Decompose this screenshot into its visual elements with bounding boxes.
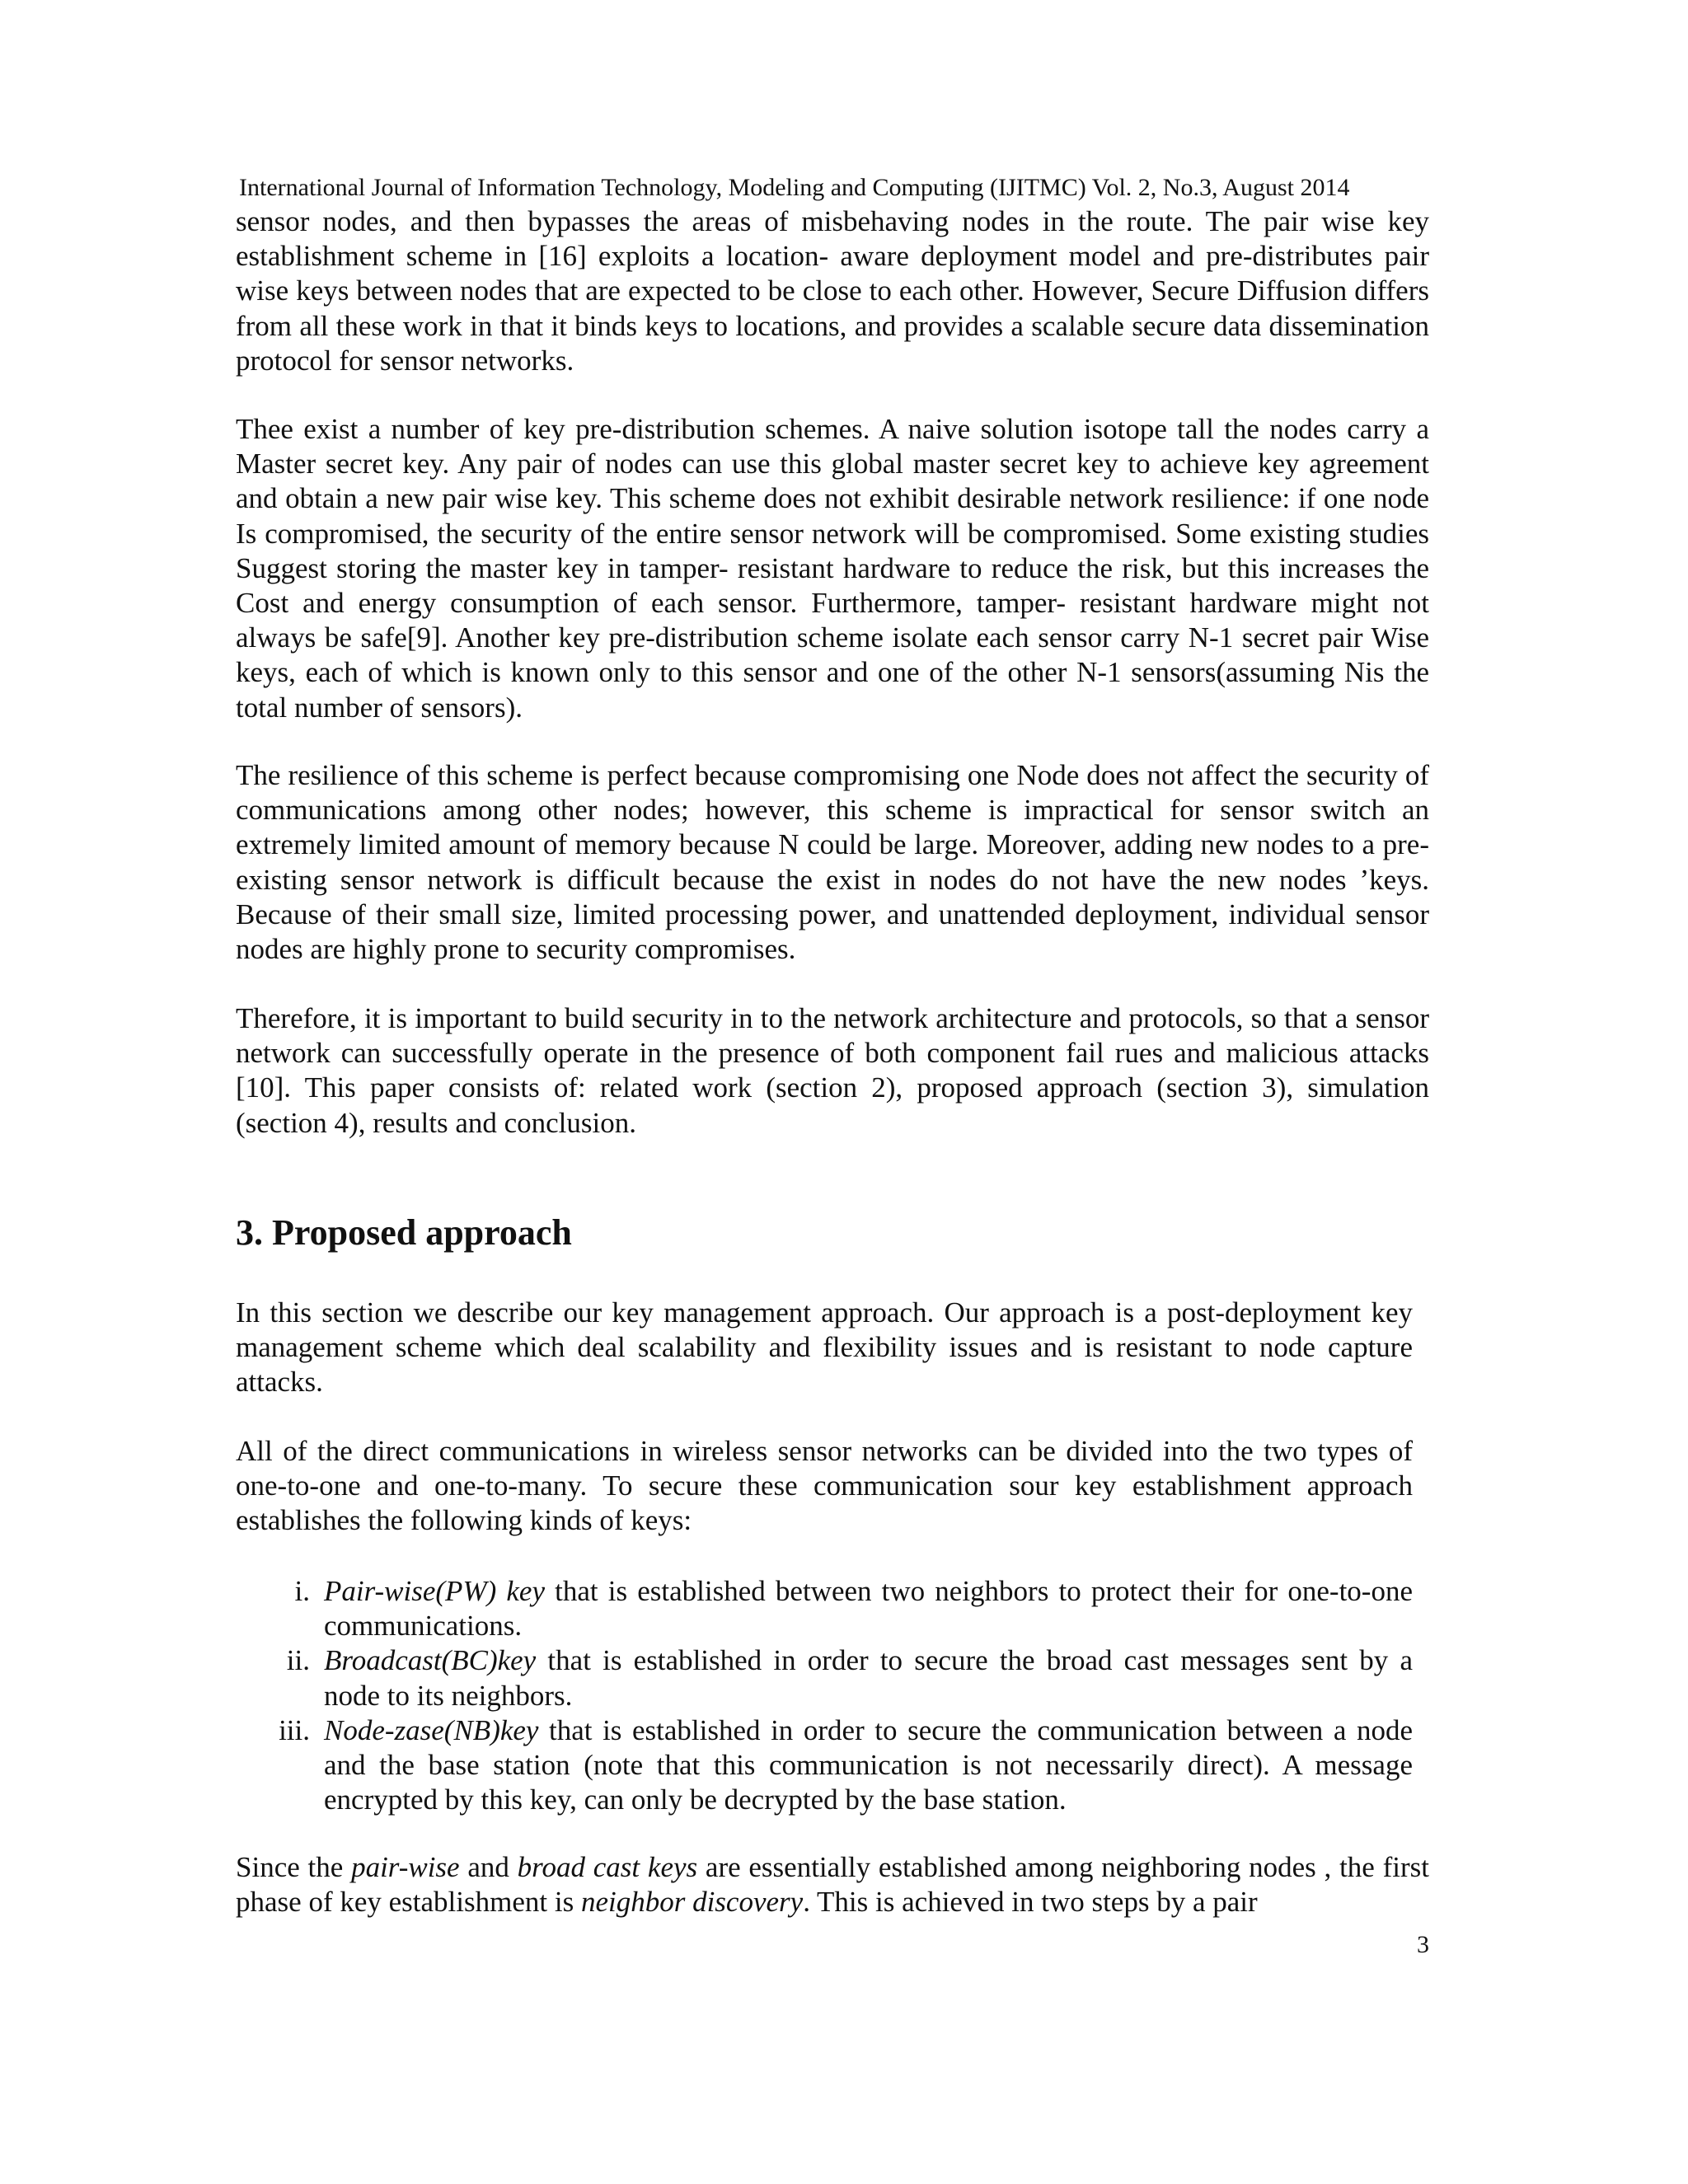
- paragraph-related-work-end: sensor nodes, and then bypasses the areas of misbehaving nodes in the route. The pair wise key establishment scheme in [16] exploits a location- aware deployment model and pre-distributes pair wise keys between nodes that are expected to be close to each other. However, Secure Diffusion differs from all these work in that it binds keys to locations, and provides a scalable secure data dissemination protocol for sensor networks.: [236, 205, 1429, 377]
- section-intro-paragraph: In this section we describe our key management approach. Our approach is a post-deployment key management scheme which deal scalability and flexibility issues and is resistant to node capture attacks.: [236, 1296, 1413, 1399]
- list-marker: iii.: [279, 1713, 310, 1746]
- closing-emphasis: pair-wise: [351, 1851, 460, 1883]
- list-marker: ii.: [286, 1644, 310, 1677]
- paragraph-resilience: The resilience of this scheme is perfect because compromising one Node does not affect the security of communications among other nodes; however, this scheme is impractical for sensor switch an extremely limited amount of memory because N could be large. Moreover, adding new nodes to a pre-existing sensor network is difficult because the exist in nodes do not have the new nodes ’keys. Because of their small size, limited processing power, and unattended deployment, individual sensor nodes are highly prone to security compromises.: [236, 759, 1429, 966]
- closing-text: are essentially established among neighboring nodes , the first phase of key establishment is: [236, 1851, 1429, 1919]
- key-term: Pair-wise(PW) key: [324, 1575, 545, 1607]
- key-types-list: [236, 1574, 1413, 1817]
- key-description: that is established in order to secure the broad cast messages sent by a node to its neighbors.: [324, 1644, 1413, 1712]
- closing-text: and: [459, 1851, 518, 1883]
- section-heading: 3. Proposed approach: [236, 1212, 572, 1253]
- key-term: Node-zase(NB)key: [324, 1713, 539, 1746]
- list-item-pairwise-key: [236, 1574, 1413, 1643]
- list-item-broadcast-key: [236, 1643, 1413, 1713]
- neighbor-discovery-paragraph: [236, 1850, 1429, 1919]
- communication-types-paragraph: All of the direct communications in wireless sensor networks can be divided into the two types of one-to-one and one-to-many. To secure these communication sour key establishment approach establishes the following kinds of keys:: [236, 1435, 1413, 1537]
- closing-text: Since the: [236, 1851, 352, 1883]
- paragraph-paper-structure: Therefore, it is important to build security in to the network architecture and protocols, so that a sensor network can successfully operate in the presence of both component fail rues and malicious attacks [10]. This paper consists of: related work (section 2), proposed approach (section 3), simulation (section 4), results and conclusion.: [236, 1002, 1429, 1139]
- closing-text: . This is achieved in two steps by a pair: [803, 1886, 1258, 1919]
- list-marker: i.: [294, 1575, 310, 1607]
- paragraph-pre-distribution: Thee exist a number of key pre-distribution schemes. A naive solution isotope tall the nodes carry a Master secret key. Any pair of nodes can use this global master secret key to achieve key agreement and obtain a new pair wise key. This scheme does not exhibit desirable network resilience: if one node Is compromised, the security of the entire sensor network will be compromised. Some existing studies Suggest storing the master key in tamper- resistant hardware to reduce the risk, but this increases the Cost and energy consumption of each sensor. Furthermore, tamper- resistant hardware might not always be safe[9]. Another key pre-distribution scheme isolate each sensor carry N-1 secret pair Wise keys, each of which is known only to this sensor and one of the other N-1 sensors(assuming Nis the total number of sensors).: [236, 413, 1429, 724]
- list-item-node-base-key: [236, 1713, 1413, 1818]
- closing-emphasis: neighbor discovery: [580, 1886, 804, 1919]
- key-description: that is established between two neighbors to protect their for one-to-one communications.: [324, 1575, 1413, 1643]
- key-description: that is established in order to secure the communication between a node and the base station (note that this communication is not necessarily direct). A message encrypted by this key, can only be decrypted by the base station.: [324, 1713, 1413, 1816]
- closing-emphasis: broad cast keys: [517, 1851, 698, 1883]
- key-term: Broadcast(BC)key: [324, 1644, 537, 1677]
- running-header: International Journal of Information Technology, Modeling and Computing (IJITMC) Vol. 2, No.3, August 2014: [239, 174, 1350, 201]
- page-number: 3: [1417, 1931, 1429, 1958]
